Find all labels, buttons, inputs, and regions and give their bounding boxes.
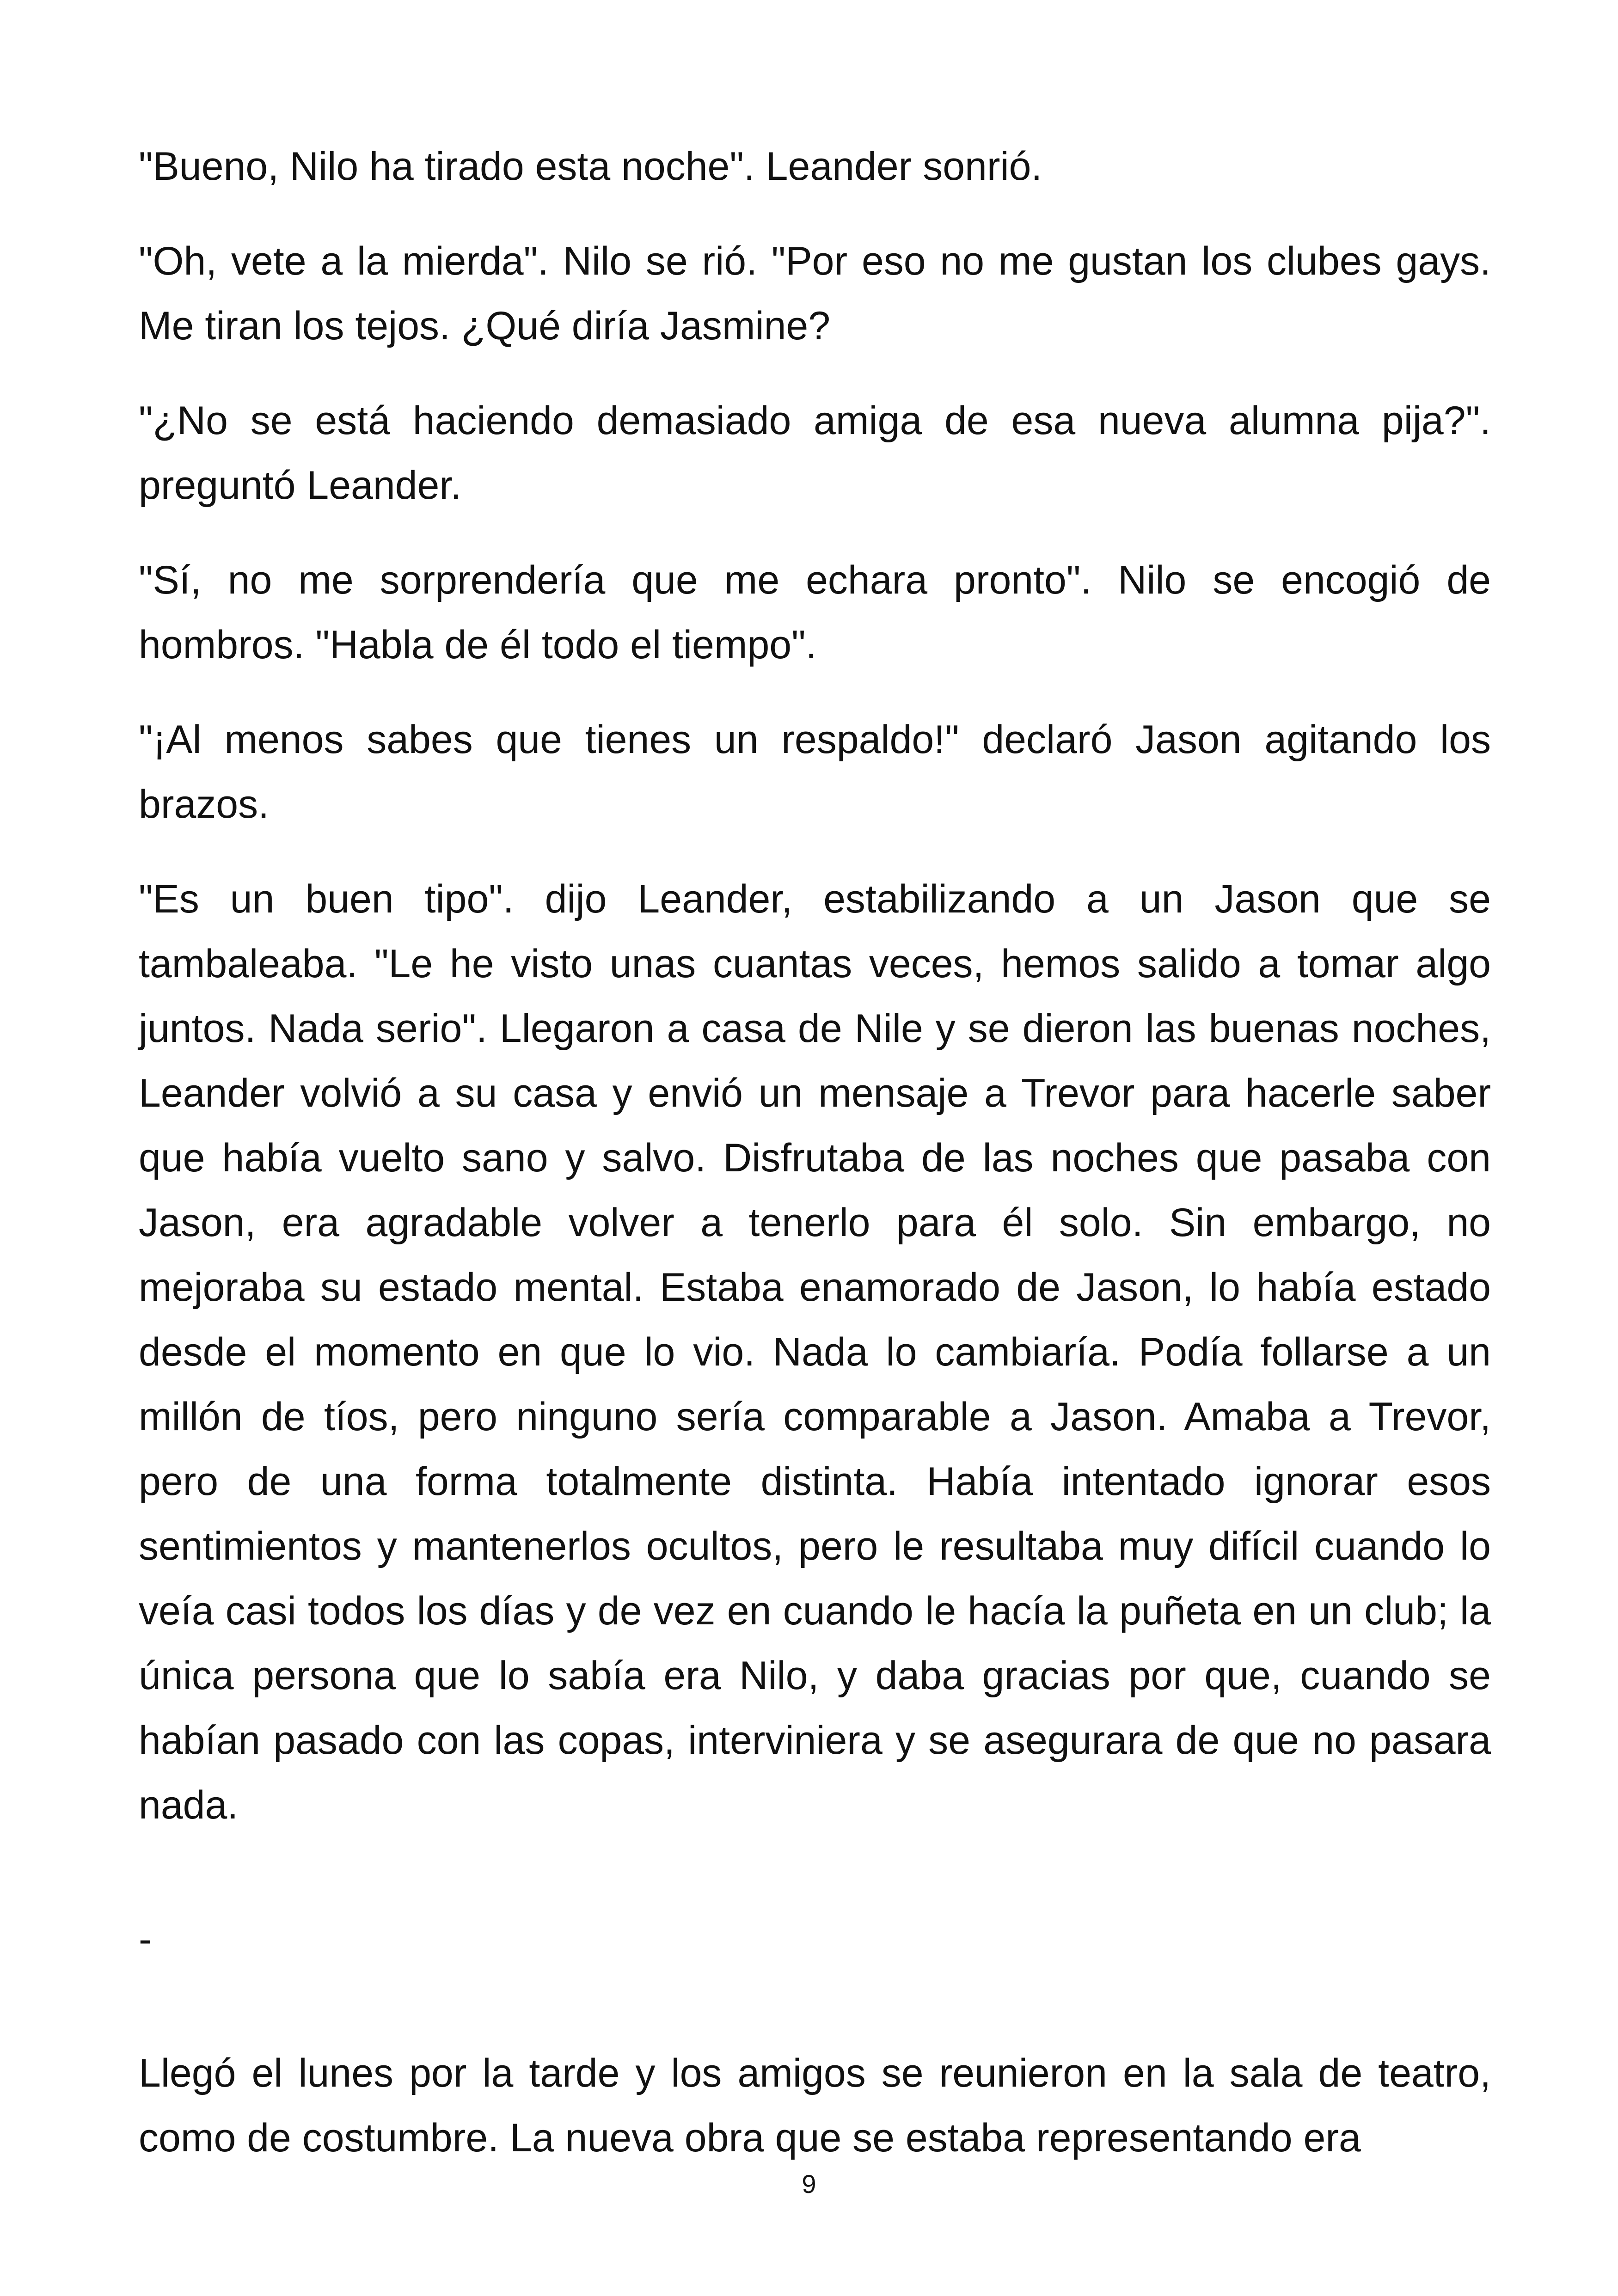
- page-number: 9: [802, 2169, 816, 2198]
- paragraph-3: "¿No se está haciendo demasiado amiga de esa nueva alumna pija?". preguntó Leander.: [139, 398, 1491, 508]
- scene-separator: -: [139, 1917, 152, 1961]
- paragraph-2: "Oh, vete a la mierda". Nilo se rió. "Por eso no me gustan los clubes gays. Me tiran los tejos. ¿Qué diría Jasmine?: [139, 239, 1491, 348]
- paragraph-1: "Bueno, Nilo ha tirado esta noche". Leander sonrió.: [139, 144, 1042, 189]
- paragraph-7: Llegó el lunes por la tarde y los amigos se reunieron en la sala de teatro, como de costumbre. La nueva obra que se estaba representando era: [139, 2051, 1491, 2160]
- paragraph-4: "Sí, no me sorprendería que me echara pronto". Nilo se encogió de hombros. "Habla de él todo el tiempo".: [139, 558, 1491, 667]
- paragraph-6: "Es un buen tipo". dijo Leander, estabilizando a un Jason que se tambaleaba. "Le he visto unas cuantas veces, hemos salido a tomar algo juntos. Nada serio". Llegaron a casa de Nile y se dieron las buenas noches, Leander volvió a su casa y envió un mensaje a Trevor para hacerle saber que había vuelto sano y salvo. Disfrutaba de las noches que pasaba con Jason, era agradable volver a tenerlo para él solo. Sin embargo, no mejoraba su estado mental. Estaba enamorado de Jason, lo había estado desde el momento en que lo vio. Nada lo cambiaría. Podía follarse a un millón de tíos, pero ninguno sería comparable a Jason. Amaba a Trevor, pero de una forma totalmente distinta. Había intentado ignorar esos sentimientos y mantenerlos ocultos, pero le resultaba muy difícil cuando lo veía casi todos los días y de vez en cuando le hacía la puñeta en un club; la única persona que lo sabía era Nilo, y daba gracias por que, cuando se habían pasado con las copas, interviniera y se asegurara de que no pasara nada.: [139, 877, 1491, 1827]
- paragraph-5: "¡Al menos sabes que tienes un respaldo!" declaró Jason agitando los brazos.: [139, 717, 1491, 827]
- page-body: [139, 134, 1491, 2200]
